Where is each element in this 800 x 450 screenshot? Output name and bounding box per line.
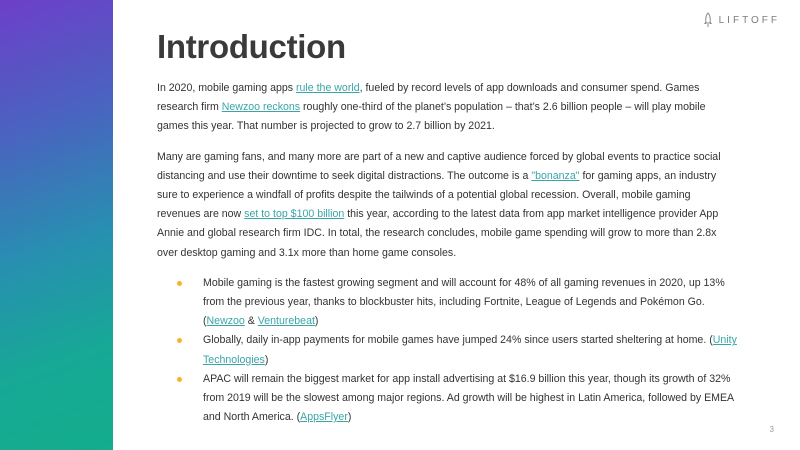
link-unity-technologies[interactable]: Unity Technologies — [203, 334, 737, 366]
page-title: Introduction — [157, 28, 346, 65]
bullet-dot-icon — [177, 377, 182, 382]
list-item — [203, 331, 737, 369]
p2-text-2: for gaming apps, an industry sure to experience a windfall of profits despite the tailwinds of a potential global recession. Overall, mobile gaming revenues are now — [157, 169, 717, 221]
p2-text-1: Many are gaming fans, and many more are part of a new and captive audience forced by global events to practice social distancing and use their downtime to seek digital distractions. The outcome is a — [157, 150, 721, 182]
b1-text-2: & — [244, 315, 258, 328]
p1-text-2: , fueled by record levels of app downloads and consumer spend. Games research firm — [157, 82, 700, 114]
b1-text-1: Mobile gaming is the fastest growing segment and will account for 48% of all gaming revenues in 2020, up 13% from the previous year, thanks to blockbuster hits, including Fortnite, League of Legends and Pokémon Go. ( — [203, 276, 725, 328]
b2-text-2: ) — [264, 353, 269, 366]
body-content — [157, 79, 737, 427]
p2-text-3: this year, according to the latest data from app market intelligence provider App Annie and global research firm IDC. In total, the research concludes, mobile game spending will grow to more than 2.8x over desktop gaming and 3.1x more than home game consoles. — [157, 208, 719, 259]
liftoff-logo — [703, 12, 780, 28]
b3-text-1: APAC will remain the biggest market for app install advertising at $16.9 billion this year, though its growth of 32% from 2019 will be the slowest among major regions. Ad growth will be highest in Latin America, followed by EMEA and North America. ( — [203, 372, 734, 424]
link-newzoo[interactable]: Newzoo — [206, 315, 245, 328]
p1-text-3: roughly one-third of the planet’s population – that’s 2.6 billion people – will play mobile games this year. That number is projected to grow to 2.7 billion by 2021. — [157, 101, 706, 133]
b3-text-2: ) — [347, 411, 352, 424]
list-item — [203, 370, 737, 428]
p1-text-1: In 2020, mobile gaming apps — [157, 82, 296, 94]
paragraph-1 — [157, 79, 737, 137]
b1-text-3: ) — [314, 315, 319, 328]
b2-text-1: Globally, daily in-app payments for mobile games have jumped 24% since users started sheltering at home. ( — [203, 334, 713, 347]
link-bonanza[interactable]: "bonanza" — [531, 169, 580, 182]
link-appsflyer[interactable]: AppsFlyer — [300, 411, 348, 424]
list-item — [203, 274, 737, 332]
bullet-dot-icon — [177, 281, 182, 286]
link-set-to-top[interactable]: set to top $100 billion — [244, 208, 345, 221]
rocket-icon — [703, 12, 713, 28]
link-newzoo-reckons[interactable]: Newzoo reckons — [221, 101, 301, 114]
bullet-list — [157, 274, 737, 428]
gradient-sidebar — [0, 0, 113, 450]
bullet-dot-icon — [177, 338, 182, 343]
page-number: 3 — [769, 425, 774, 434]
paragraph-2 — [157, 148, 737, 263]
link-venturebeat[interactable]: Venturebeat — [257, 315, 315, 328]
link-rule-the-world[interactable]: rule the world — [296, 82, 360, 94]
logo-text: LIFTOFF — [718, 14, 780, 26]
